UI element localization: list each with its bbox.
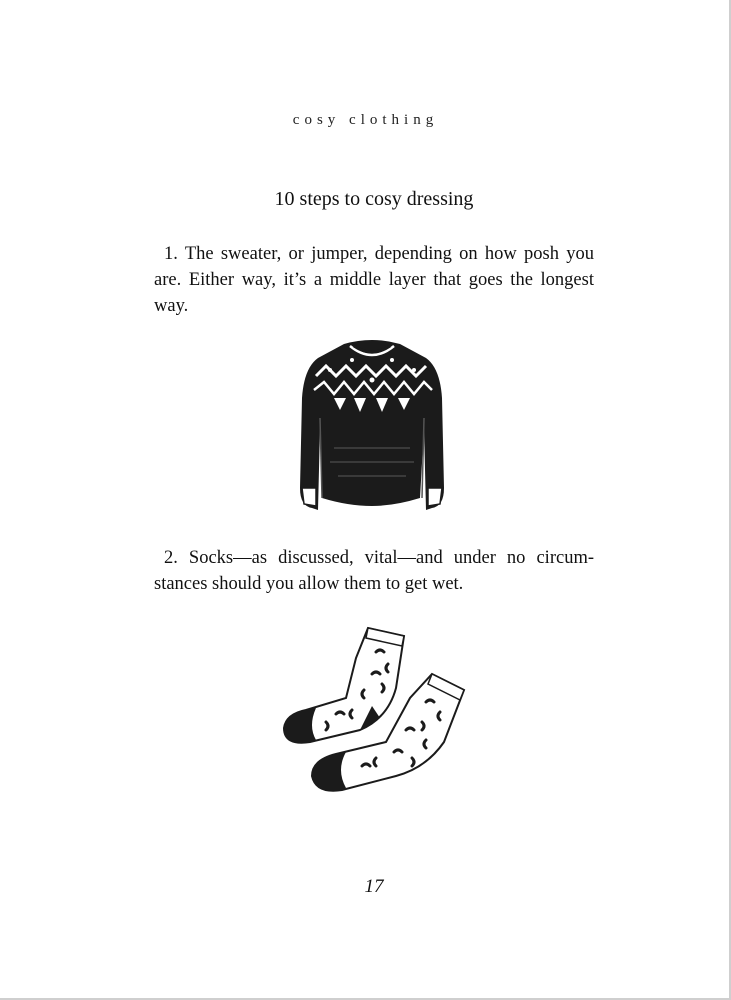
paragraph-step-2: 2. Socks—as discussed, vital—and under no circum- stances should you allow them to get wet.	[154, 548, 594, 594]
socks-illustration	[276, 618, 472, 798]
page-number: 17	[364, 876, 384, 897]
sweater-illustration	[294, 338, 450, 516]
paragraph-step-1: 1. The sweater, or jumper, depending on how posh you are. Either way, it’s a middle layer that goes the longest way.	[154, 244, 594, 316]
section-title: 10 steps to cosy dressing	[274, 188, 474, 210]
running-head: cosy clothing	[292, 112, 439, 128]
